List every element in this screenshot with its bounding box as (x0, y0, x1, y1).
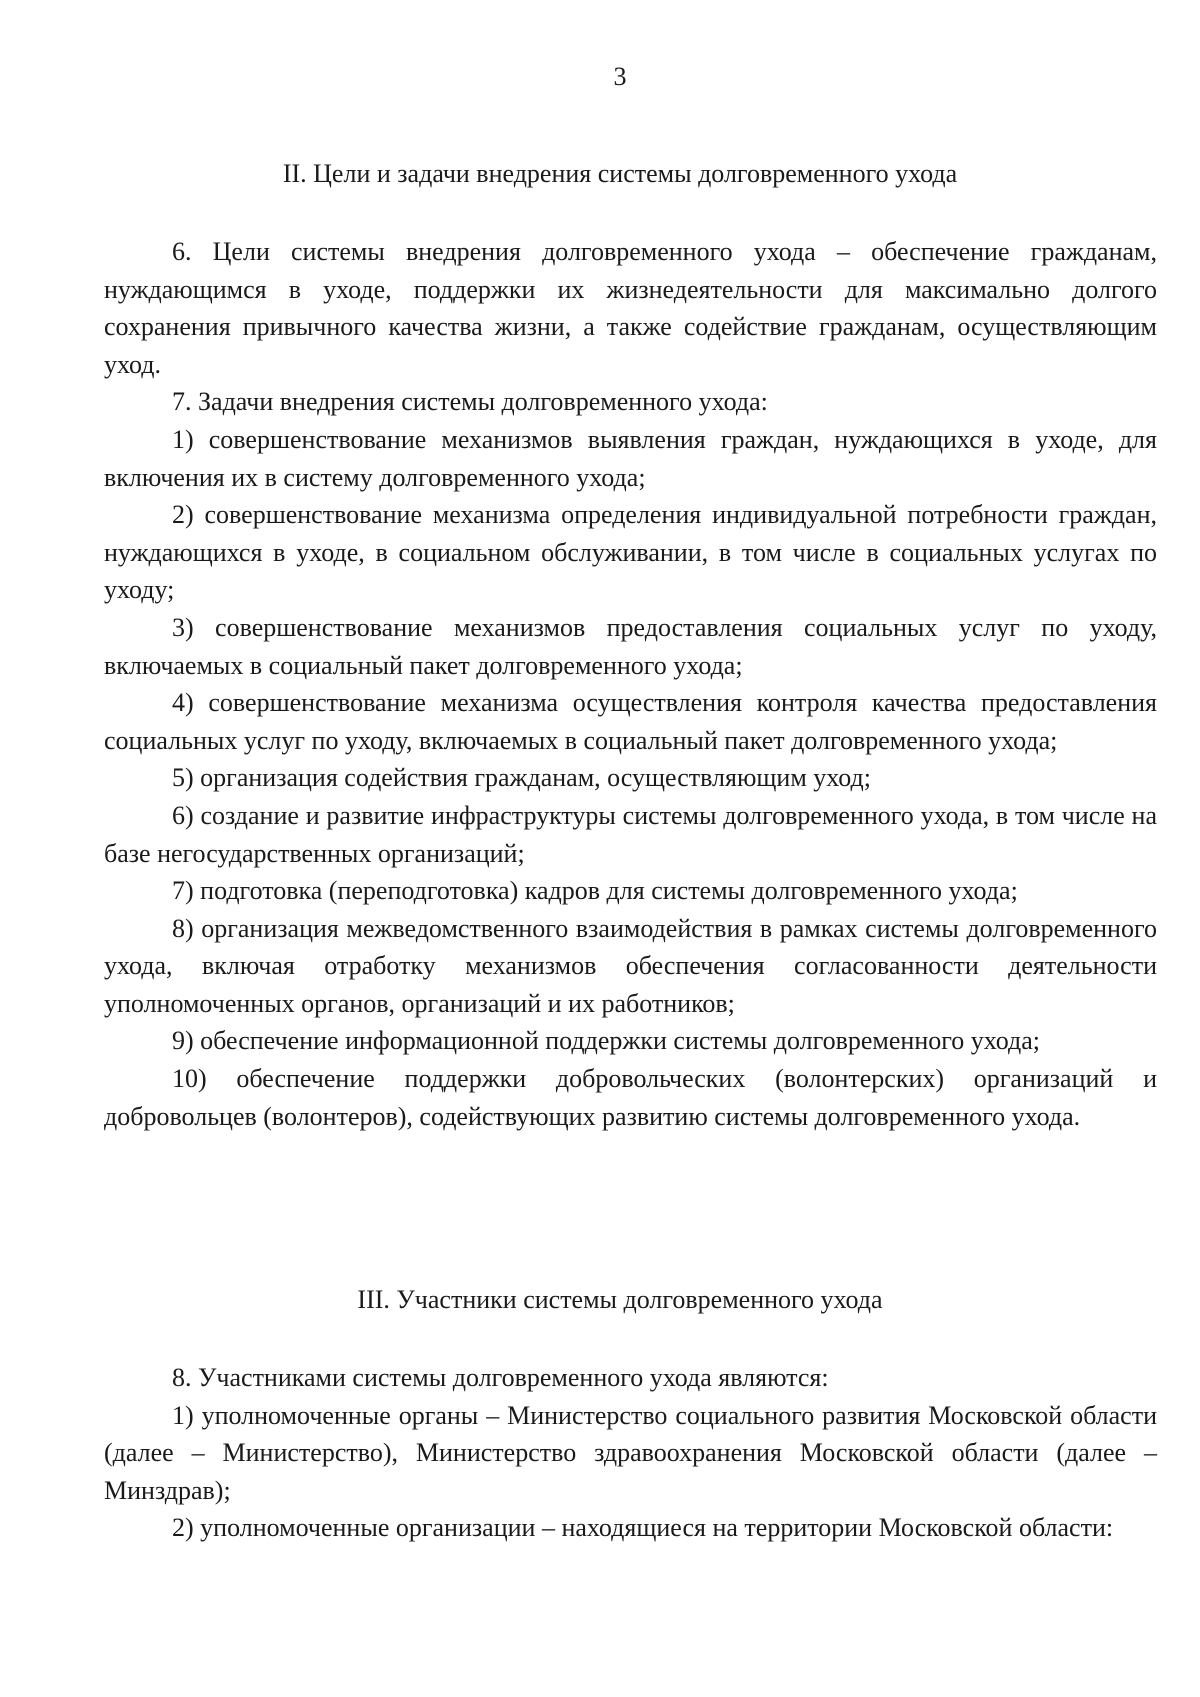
task-item-8: 8) организация межведомственного взаимодействия в рамках системы долговременного ухода, включая отработку механизмов обеспечения согласованности деятельности уполномоченных органов, организаций и их работников; (104, 913, 1157, 1018)
paragraph-7: 7. Задачи внедрения системы долговременного ухода: (172, 387, 768, 417)
section-2-body (104, 233, 1157, 1135)
task-item-5: 5) организация содействия гражданам, осуществляющим уход; (172, 763, 872, 793)
task-item-3: 3) совершенствование механизмов предоставления социальных услуг по уходу, включаемых в социальный пакет долговременного ухода; (104, 612, 1157, 680)
task-item-7: 7) подготовка (переподготовка) кадров для системы долговременного ухода; (172, 876, 1018, 906)
task-item-2: 2) совершенствование механизма определения индивидуальной потребности граждан, нуждающихся в уходе, в социальном обслуживании, в том числе в социальных услугах по уходу; (104, 500, 1157, 605)
task-item-6: 6) создание и развитие инфраструктуры системы долговременного ухода, в том числе на базе негосударственных организаций; (104, 800, 1157, 868)
task-item-9: 9) обеспечение информационной поддержки системы долговременного ухода; (172, 1026, 1041, 1056)
page-number: 3 (613, 62, 627, 91)
section-3-heading: III. Участники системы долговременного ухода (357, 1285, 883, 1314)
section-2-heading: II. Цели и задачи внедрения системы долговременного ухода (282, 159, 958, 188)
task-item-1: 1) совершенствование механизмов выявления граждан, нуждающихся в уходе, для включения их в систему долговременного ухода; (104, 424, 1157, 492)
paragraph-6: 6. Цели системы внедрения долговременного ухода – обеспечение гражданам, нуждающимся в уходе, поддержки их жизнедеятельности для максимально долгого сохранения привычного качества жизни, а также содействие гражданам, осуществляющим уход. (104, 237, 1157, 379)
participant-item-1: 1) уполномоченные органы – Министерство социального развития Московской области (далее – Министерство), Министерство здравоохранения Московской области (далее – Минздрав); (104, 1400, 1157, 1505)
paragraph-8: 8. Участниками системы долговременного ухода являются: (172, 1363, 829, 1392)
participant-item-2: 2) уполномоченные организации – находящиеся на территории Московской области: (172, 1513, 1114, 1543)
section-3-body (104, 1359, 1157, 1547)
task-item-4: 4) совершенствование механизма осуществления контроля качества предоставления социальных услуг по уходу, включаемых в социальный пакет долговременного ухода; (104, 688, 1157, 755)
task-item-10: 10) обеспечение поддержки добровольческих (волонтерских) организаций и добровольцев (волонтеров), содействующих развитию системы долговременного ухода. (104, 1064, 1157, 1131)
